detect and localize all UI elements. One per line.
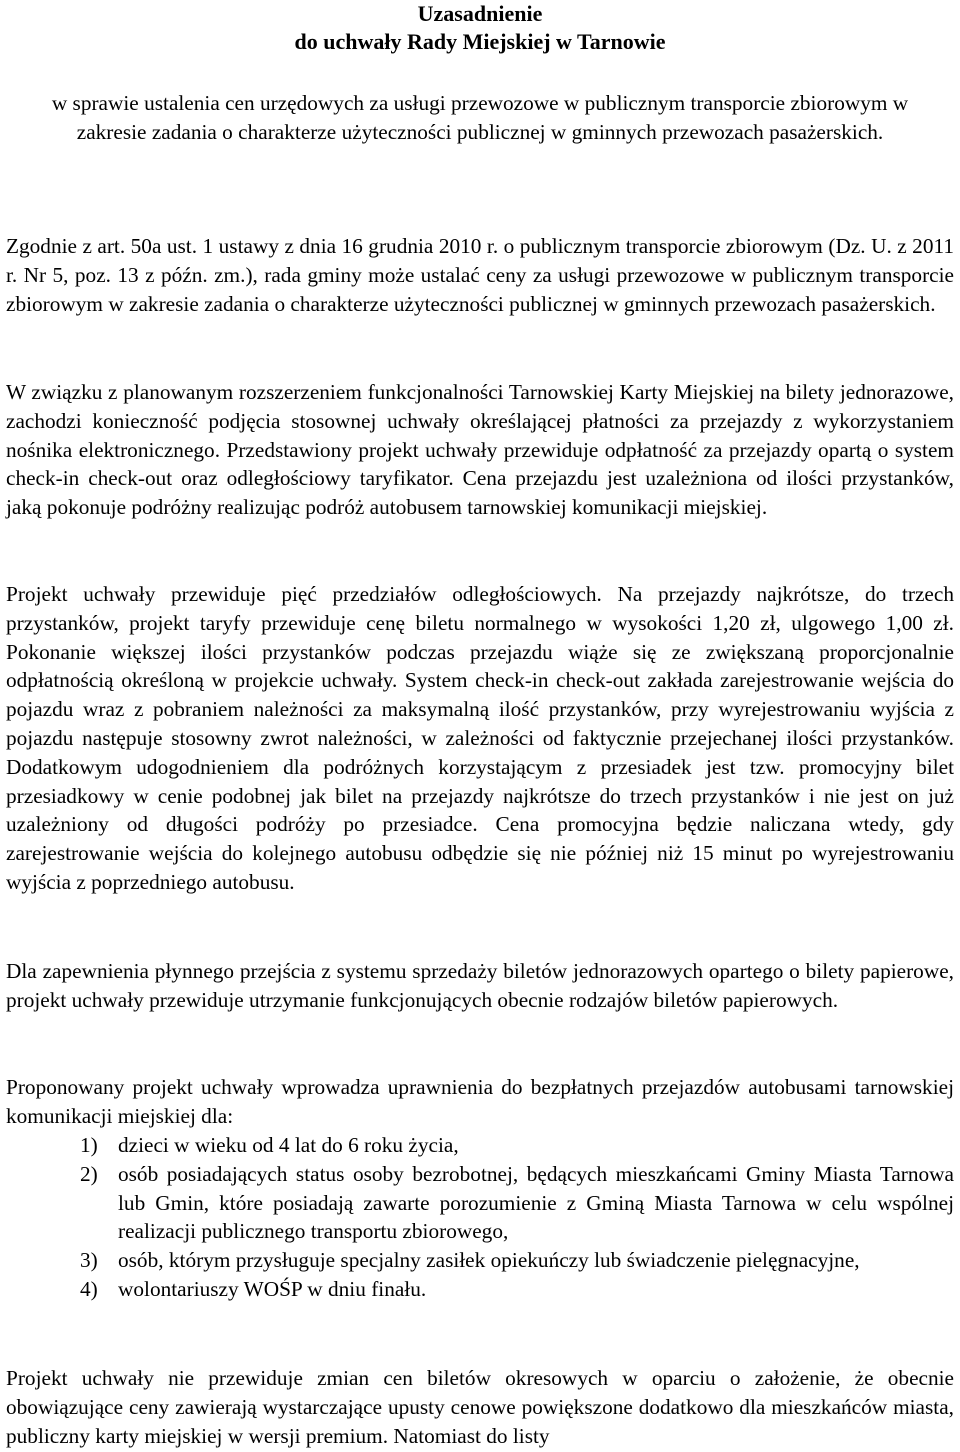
free-rides-list — [6, 1131, 954, 1304]
resolution-subject: w sprawie ustalenia cen urzędowych za usługi przewozowe w publicznym transporcie zbiorowym w zakresie zadania o charakterze użyteczności publicznej w gminnych przewozach pasażerskich. — [51, 91, 909, 144]
document-title: Uzasadnienie — [417, 1, 543, 26]
list-item-text: dzieci w wieku od 4 lat do 6 roku życia, — [118, 1133, 459, 1157]
list-item-number: 1) — [80, 1133, 98, 1157]
list-item-text: osób posiadających status osoby bezrobotnej, będących mieszkańcami Gminy Miasta Tarnowa lub Gmin, które posiadają zawarte porozumienie z Gminą Miasta Tarnowa w celu wspólnej realizacji publicznego transportu zbiorowego, — [118, 1161, 954, 1244]
list-item-number: 4) — [80, 1276, 98, 1301]
paragraph-paper-tickets: Dla zapewnienia płynnego przejścia z systemu sprzedaży biletów jednorazowych opartego o bilety papierowe, projekt uchwały przewiduje utrzymanie funkcjonujących obecnie rodzajów biletów papierowych. — [6, 959, 954, 1012]
paragraph-city-card: W związku z planowanym rozszerzeniem funkcjonalności Tarnowskiej Karty Miejskiej na bilety jednorazowe, zachodzi konieczność podjęcia stosownej uchwały określającej płatności za przejazdy z wykorzystaniem nośnika elektronicznego. Przedstawiony projekt uchwały przewiduje odpłatność za przejazdy opartą o system check-in check-out oraz odległościowy taryfikator. Cena przejazdu jest uzależniona od ilości przystanków, jaką pokonuje podróżny realizując podróż autobusem tarnowskiej komunikacji miejskiej. — [6, 380, 954, 520]
list-item-text: wolontariuszy WOŚP w dniu finału. — [118, 1276, 427, 1301]
list-item-text: osób, którym przysługuje specjalny zasiłek opiekuńczy lub świadczenie pielęgnacyjne, — [118, 1248, 860, 1273]
list-item — [6, 1131, 954, 1160]
list-item — [6, 1160, 954, 1246]
list-item — [6, 1246, 954, 1275]
paragraph-period-tickets: Projekt uchwały nie przewiduje zmian cen biletów okresowych w oparciu o założenie, że obecnie obowiązujące ceny zawierają wystarczające upusty cenowe powiększone dodatkowo dla mieszkańców miasta, publiczny karty miejskiej w wersji premium. Natomiast do listy — [6, 1366, 954, 1448]
document-subtitle: do uchwały Rady Miejskiej w Tarnowie — [294, 29, 666, 54]
list-item-number: 2) — [80, 1161, 98, 1186]
paragraph-tariff: Projekt uchwały przewiduje pięć przedziałów odległościowych. Na przejazdy najkrótsze, do trzech przystanków, projekt taryfy przewiduje cenę biletu normalnego w wysokości 1,20 zł, ulgowego 1,00 zł. Pokonanie większej ilości przystanków podczas przejazdu wiąże się ze zwiększaną proporcjonalnie odpłatnością określoną w projekcie uchwały. System check-in check-out zakłada zarejestrowanie wejścia do pojazdu wraz z pobraniem należności za maksymalną ilość przystanków, przy wyrejestrowaniu wyjścia z pojazdu następuje stosowny zwrot należności, w zależności od faktycznie przejechanej ilości przystanków. Dodatkowym udogodnieniem dla podróżnych korzystającym z przesiadek jest tzw. promocyjny bilet przesiadkowy w cenie podobnej jak bilet na przejazdy najkrótsze do trzech przystanków i nie jest on już uzależniony od długości podróży po przesiadce. Cena promocyjna będzie naliczana wtedy, gdy zarejestrowanie wejścia do kolejnego autobusu odbędzie się nie później niż 15 minut po wyrejestrowaniu wyjścia z poprzedniego autobusu. — [6, 582, 954, 894]
list-item-number: 3) — [80, 1248, 98, 1273]
list-item — [6, 1275, 954, 1304]
paragraph-free-rides-intro: Proponowany projekt uchwały wprowadza uprawnienia do bezpłatnych przejazdów autobusami tarnowskiej komunikacji miejskiej dla: — [6, 1075, 954, 1128]
paragraph-legal-basis: Zgodnie z art. 50a ust. 1 ustawy z dnia 16 grudnia 2010 r. o publicznym transporcie zbiorowym (Dz. U. z 2011 r. Nr 5, poz. 13 z późn. zm.), rada gminy może ustalać ceny za usługi przewozowe w publicznym transporcie zbiorowym w zakresie zadania o charakterze użyteczności publicznej w gminnych przewozach pasażerskich. — [6, 234, 954, 316]
